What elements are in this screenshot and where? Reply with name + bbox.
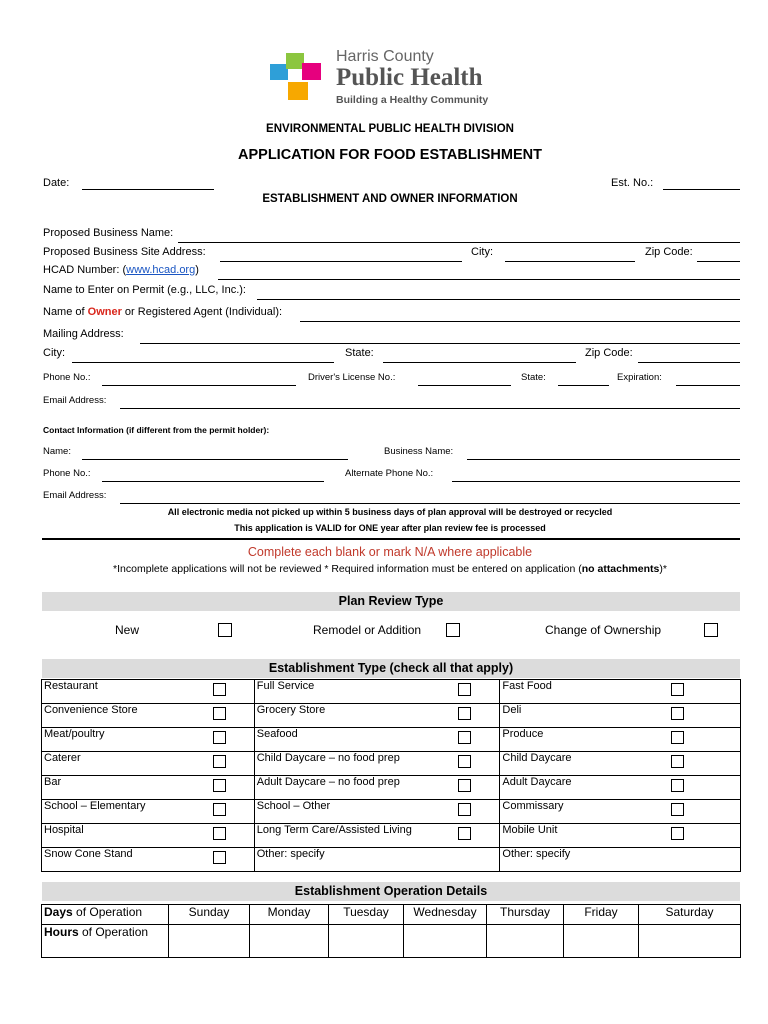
establishment-type-checkbox-cell [669, 752, 741, 776]
establishment-type-checkbox-cell [669, 704, 741, 728]
contact-name-field[interactable] [82, 459, 348, 460]
days-of-operation-label [42, 905, 169, 925]
establishment-type-label: Mobile Unit [500, 824, 669, 848]
establishment-type-label: Other: specify [254, 848, 448, 872]
hcad-label-pre: HCAD Number: ( [43, 264, 127, 276]
contact-email-label: Email Address: [43, 490, 107, 501]
incomplete-post: )* [659, 563, 667, 575]
establishment-type-checkbox[interactable] [458, 731, 471, 744]
logo-square-orange [288, 82, 308, 100]
operation-header: Establishment Operation Details [42, 882, 740, 901]
establishment-type-checkbox[interactable] [671, 779, 684, 792]
establishment-type-checkbox[interactable] [458, 803, 471, 816]
est-no-field[interactable] [663, 189, 740, 190]
plan-option-ownership-checkbox[interactable] [704, 623, 718, 637]
est-no-label: Est. No.: [611, 177, 654, 189]
day-header: Wednesday [404, 905, 487, 925]
complete-notice: Complete each blank or mark N/A where applicable [247, 545, 533, 559]
permit-name-field[interactable] [257, 299, 740, 300]
establishment-type-checkbox-cell [203, 776, 255, 800]
establishment-type-checkbox-cell [448, 776, 500, 800]
establishment-type-checkbox[interactable] [213, 779, 226, 792]
establishment-type-label: School – Elementary [42, 800, 203, 824]
establishment-type-label: Child Daycare – no food prep [254, 752, 448, 776]
permit-name-label: Name to Enter on Permit (e.g., LLC, Inc.): [43, 284, 246, 296]
hcad-field[interactable] [218, 279, 740, 280]
hours-rest: of Operation [78, 925, 149, 939]
establishment-type-checkbox[interactable] [458, 755, 471, 768]
establishment-type-row [42, 752, 741, 776]
establishment-type-checkbox[interactable] [671, 731, 684, 744]
establishment-type-label: Deli [500, 704, 669, 728]
operation-days-row [42, 905, 741, 925]
mailing-field[interactable] [140, 343, 740, 344]
site-address-field[interactable] [220, 261, 462, 262]
owner-phone-label: Phone No.: [43, 372, 91, 383]
establishment-type-checkbox-cell [203, 752, 255, 776]
incomplete-notice [0, 563, 768, 575]
valid-notice: This application is VALID for ONE year after plan review fee is processed [234, 523, 546, 533]
establishment-type-checkbox-cell [669, 728, 741, 752]
logo-square-blue [270, 64, 288, 80]
establishment-type-row [42, 800, 741, 824]
site-city-label: City: [471, 246, 493, 258]
establishment-type-checkbox[interactable] [458, 707, 471, 720]
days-bold: Days [44, 905, 73, 919]
establishment-type-label: Seafood [254, 728, 448, 752]
dl-field[interactable] [418, 385, 511, 386]
establishment-type-checkbox-cell [448, 728, 500, 752]
owner-city-label: City: [43, 347, 65, 359]
establishment-type-table [41, 679, 741, 872]
hours-cell-friday[interactable] [564, 925, 639, 958]
logo [270, 48, 520, 110]
owner-zip-label: Zip Code: [585, 347, 633, 359]
dl-state-label: State: [521, 372, 546, 383]
establishment-type-checkbox[interactable] [671, 755, 684, 768]
date-label: Date: [43, 177, 70, 189]
owner-state-field[interactable] [383, 362, 576, 363]
hours-cell-wednesday[interactable] [404, 925, 487, 958]
contact-business-field[interactable] [467, 459, 740, 460]
establishment-type-checkbox[interactable] [458, 683, 471, 696]
owner-state-label: State: [345, 347, 374, 359]
establishment-type-checkbox-cell [448, 848, 500, 872]
hours-cell-saturday[interactable] [639, 925, 741, 958]
plan-option-ownership-label: Change of Ownership [545, 623, 662, 637]
hours-cell-tuesday[interactable] [329, 925, 404, 958]
establishment-type-checkbox-cell [448, 680, 500, 704]
establishment-type-checkbox[interactable] [213, 707, 226, 720]
days-rest: of Operation [72, 905, 143, 919]
establishment-type-label: Long Term Care/Assisted Living [254, 824, 448, 848]
establishment-type-label: Snow Cone Stand [42, 848, 203, 872]
establishment-type-checkbox[interactable] [213, 803, 226, 816]
expiration-label: Expiration: [617, 372, 662, 383]
owner-email-field[interactable] [120, 408, 740, 409]
establishment-type-label: Caterer [42, 752, 203, 776]
establishment-type-checkbox[interactable] [671, 803, 684, 816]
establishment-type-label: Commissary [500, 800, 669, 824]
establishment-type-checkbox[interactable] [458, 779, 471, 792]
establishment-type-label: Adult Daycare [500, 776, 669, 800]
plan-option-new-label: New [115, 623, 140, 637]
plan-review-header: Plan Review Type [42, 592, 740, 611]
establishment-type-checkbox-cell [669, 824, 741, 848]
site-zip-label: Zip Code: [645, 246, 693, 258]
establishment-type-checkbox[interactable] [671, 683, 684, 696]
establishment-type-label: Bar [42, 776, 203, 800]
establishment-type-checkbox[interactable] [458, 827, 471, 840]
logo-tagline: Building a Healthy Community [336, 94, 489, 106]
establishment-type-checkbox-cell [203, 848, 255, 872]
establishment-type-row [42, 824, 741, 848]
establishment-type-checkbox-cell [669, 776, 741, 800]
establishment-type-checkbox[interactable] [671, 827, 684, 840]
establishment-type-label: Grocery Store [254, 704, 448, 728]
establishment-type-checkbox-cell [203, 728, 255, 752]
establishment-type-label: Convenience Store [42, 704, 203, 728]
establishment-type-checkbox-cell [203, 800, 255, 824]
owner-email-label: Email Address: [43, 395, 107, 406]
owner-label [43, 306, 282, 318]
day-header: Monday [250, 905, 329, 925]
incomplete-pre: *Incomplete applications will not be reviewed * Required information must be entered on application ( [113, 563, 582, 575]
proposed-name-label: Proposed Business Name: [43, 227, 174, 239]
establishment-type-checkbox-cell [448, 704, 500, 728]
section-title: ESTABLISHMENT AND OWNER INFORMATION [262, 193, 518, 205]
contact-business-label: Business Name: [384, 446, 454, 457]
establishment-type-checkbox-cell [448, 800, 500, 824]
owner-word: Owner [87, 306, 122, 318]
establishment-type-checkbox-cell [448, 752, 500, 776]
establishment-type-header: Establishment Type (check all that apply) [42, 659, 740, 678]
expiration-field[interactable] [676, 385, 740, 386]
owner-city-field[interactable] [72, 362, 334, 363]
plan-option-remodel-checkbox[interactable] [446, 623, 460, 637]
owner-phone-field[interactable] [102, 385, 296, 386]
establishment-type-checkbox[interactable] [213, 731, 226, 744]
hours-cell-sunday[interactable] [169, 925, 250, 958]
establishment-type-label: Hospital [42, 824, 203, 848]
establishment-type-checkbox[interactable] [213, 683, 226, 696]
operation-table [41, 904, 741, 958]
contact-heading: Contact Information (if different from the permit holder): [43, 425, 270, 435]
establishment-type-label: Meat/poultry [42, 728, 203, 752]
contact-email-field[interactable] [120, 503, 740, 504]
day-header: Tuesday [329, 905, 404, 925]
owner-field[interactable] [300, 321, 740, 322]
establishment-type-checkbox-cell [669, 680, 741, 704]
establishment-type-checkbox[interactable] [213, 851, 226, 864]
logo-mark-icon [270, 50, 326, 106]
day-header: Thursday [487, 905, 564, 925]
day-header: Friday [564, 905, 639, 925]
establishment-type-checkbox-cell [203, 704, 255, 728]
owner-label-pre: Name of [43, 306, 88, 318]
establishment-type-checkbox[interactable] [671, 707, 684, 720]
establishment-type-label: Fast Food [500, 680, 669, 704]
dl-state-field[interactable] [558, 385, 609, 386]
logo-org-line2: Public Health [336, 64, 483, 91]
hours-cell-monday[interactable] [250, 925, 329, 958]
establishment-type-label: Other: specify [500, 848, 669, 872]
establishment-type-row [42, 728, 741, 752]
logo-org-line1: Harris County [336, 48, 434, 65]
day-header: Saturday [639, 905, 741, 925]
establishment-type-label: Child Daycare [500, 752, 669, 776]
establishment-type-checkbox[interactable] [213, 827, 226, 840]
day-header: Sunday [169, 905, 250, 925]
establishment-type-label: Restaurant [42, 680, 203, 704]
site-address-label: Proposed Business Site Address: [43, 246, 206, 258]
establishment-type-label: School – Other [254, 800, 448, 824]
establishment-type-label: Adult Daycare – no food prep [254, 776, 448, 800]
hcad-label [43, 264, 199, 276]
hours-of-operation-label [42, 925, 169, 958]
establishment-type-checkbox-cell [203, 680, 255, 704]
establishment-type-label: Full Service [254, 680, 448, 704]
establishment-type-checkbox[interactable] [213, 755, 226, 768]
establishment-type-row [42, 848, 741, 872]
establishment-type-label: Produce [500, 728, 669, 752]
media-notice: All electronic media not picked up within 5 business days of plan approval will be destroyed or recycled [167, 507, 613, 517]
contact-name-label: Name: [43, 446, 71, 457]
contact-phone-label: Phone No.: [43, 468, 91, 479]
dl-label: Driver's License No.: [308, 372, 396, 383]
owner-zip-field[interactable] [638, 362, 740, 363]
logo-square-pink [302, 63, 321, 80]
contact-phone-field[interactable] [102, 481, 324, 482]
establishment-type-row [42, 776, 741, 800]
plan-option-new-checkbox[interactable] [218, 623, 232, 637]
plan-option-remodel-label: Remodel or Addition [313, 623, 422, 637]
mailing-label: Mailing Address: [43, 328, 124, 340]
form-title: APPLICATION FOR FOOD ESTABLISHMENT [238, 147, 542, 163]
operation-hours-row [42, 925, 741, 958]
establishment-type-checkbox-cell [203, 824, 255, 848]
hcad-label-post: ) [195, 264, 199, 276]
establishment-type-row [42, 680, 741, 704]
owner-label-post: or Registered Agent (Individual): [121, 306, 283, 318]
incomplete-bold: no attachments [581, 563, 660, 575]
date-field[interactable] [82, 189, 214, 190]
contact-alt-phone-label: Alternate Phone No.: [345, 468, 434, 479]
hcad-link[interactable]: www.hcad.org [126, 264, 196, 276]
establishment-type-row [42, 704, 741, 728]
contact-alt-phone-field[interactable] [452, 481, 740, 482]
establishment-type-checkbox-cell [669, 848, 741, 872]
hours-cell-thursday[interactable] [487, 925, 564, 958]
division-title: ENVIRONMENTAL PUBLIC HEALTH DIVISION [266, 123, 514, 135]
logo-square-green [286, 53, 304, 69]
proposed-name-field[interactable] [178, 242, 740, 243]
site-city-field[interactable] [505, 261, 635, 262]
establishment-type-checkbox-cell [669, 800, 741, 824]
site-zip-field[interactable] [697, 261, 740, 262]
notice-divider [42, 538, 740, 540]
establishment-type-checkbox-cell [448, 824, 500, 848]
hours-bold: Hours [44, 925, 79, 939]
